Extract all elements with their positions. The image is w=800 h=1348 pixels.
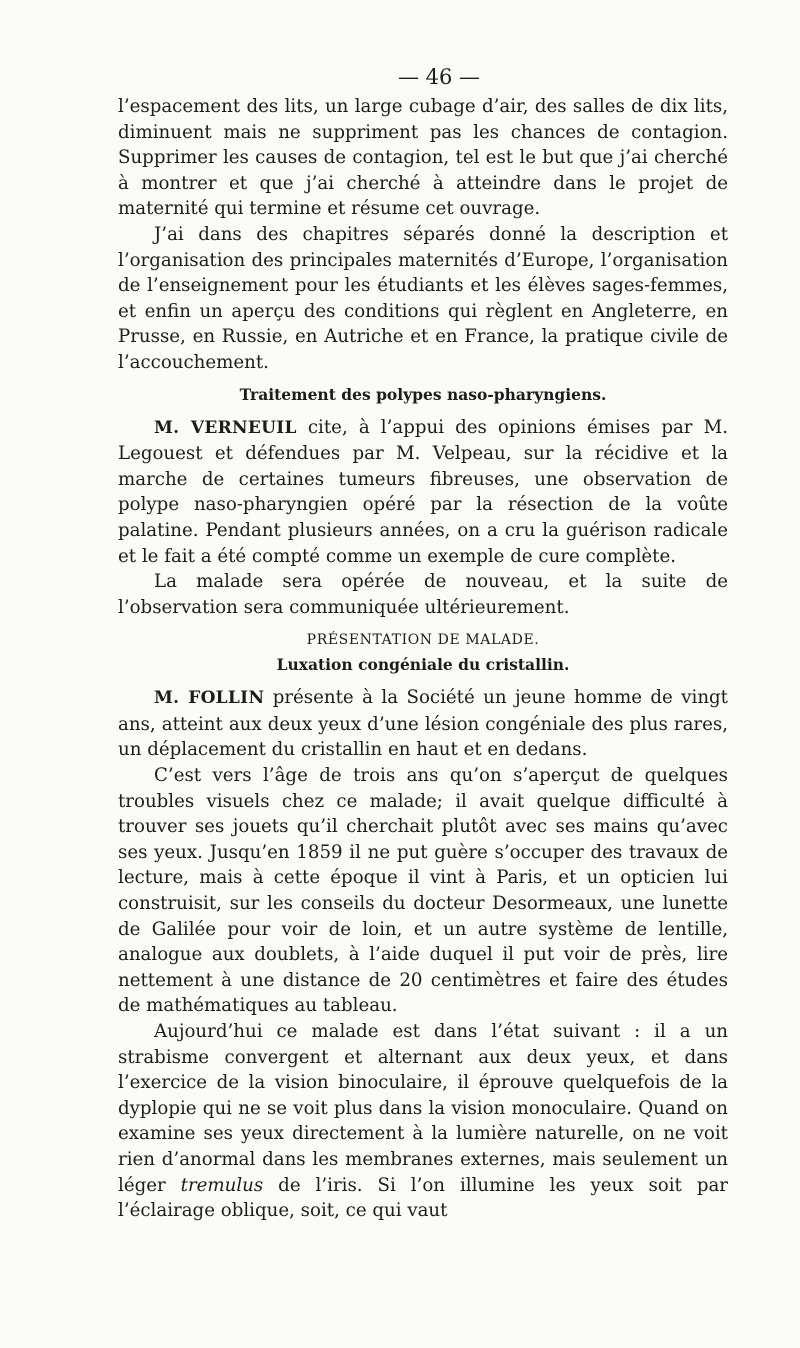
speaker-follin: M. FOLLIN: [154, 688, 265, 709]
paragraph-follin-text: présente à la Société un jeune homme de vingt ans, atteint aux deux yeux d’une lésion congéniale des plus rares, un déplacement du cristallin en haut et en dedans.: [118, 687, 728, 761]
paragraph-maternites: J’ai dans des chapitres séparés donné la description et l’organisation des principales maternités d’Europe, l’organisation de l’enseignement pour les étudiants et les élèves sages-femmes, et enfin un aperçu des conditions qui règlent en Angleterre, en Prusse, en Russie, en Autriche et en France, la pratique civile de l’accouchement.: [118, 223, 728, 373]
paragraph-verneuil: [118, 415, 728, 570]
heading-luxation: Luxation congéniale du cristallin.: [276, 655, 570, 675]
heading-polypes: Traitement des polypes naso-pharyngiens.: [239, 384, 607, 404]
speaker-verneuil: M. VERNEUIL: [154, 417, 297, 438]
paragraph-verneuil-text: cite, à l’appui des opinions émises par M. Legouest et défendues par M. Velpeau, sur la récidive et la marche de certaines tumeurs fibreuses, une observation de polype naso-pharyngien opéré par la résection de la voûte palatine. Pendant plusieurs années, on a cru la guérison radicale et le fait a été compté comme un exemple de cure complète.: [118, 416, 728, 567]
paragraph-follin: [118, 685, 728, 763]
paragraph-etat-text-1: Aujourd’hui ce malade est dans l’état suivant : il a un strabisme convergent et alternant aux deux yeux, et dans l’exercice de la vision binoculaire, il éprouve quelquefois de la dyplopie qui ne se voit plus dans la vision monoculaire. Quand on examine ses yeux directement à la lumière naturelle, on ne voit rien d’anormal dans les membranes externes, mais seulement un léger: [118, 1021, 728, 1196]
paragraph-etat-text-2: de l’iris. Si l’on illumine les yeux soit par l’éclairage oblique, soit, ce qui vaut: [118, 1174, 728, 1222]
heading-presentation-malade: PRÉSENTATION DE MALADE.: [306, 632, 540, 649]
paragraph-contagion: l’espacement des lits, un large cubage d’air, des salles de dix lits, diminuent mais ne suppriment pas les chances de contagion. Supprimer les causes de contagion, tel est le but que j’ai cherché à montrer et que j’ai cherché à atteindre dans le projet de maternité qui termine et résume cet ouvrage.: [118, 96, 728, 220]
book-page: [118, 60, 728, 1224]
term-tremulus: tremulus: [180, 1174, 264, 1196]
paragraph-malade-operee: La malade sera opérée de nouveau, et la suite de l’observation sera communiquée ultérieurement.: [118, 571, 728, 618]
page-number: — 46 —: [397, 65, 481, 89]
paragraph-age-trois-ans: C’est vers l’âge de trois ans qu’on s’aperçut de quelques troubles visuels chez ce malade; il avait quelque difficulté à trouver ses jouets qu’il cherchait plutôt avec ses mains qu’avec ses yeux. Jusqu’en 1859 il ne put guère s’occuper des travaux de lecture, mais à cette époque il vint à Paris, et un opticien lui construisit, sur les conseils du docteur Desormeaux, une lunette de Galilée pour voir de loin, et un autre système de lentille, analogue aux doublets, à l’aide duquel il put voir de près, lire nettement à une distance de 20 centimètres et faire des études de mathématiques au tableau.: [118, 765, 728, 1017]
paragraph-etat-suivant: [118, 1019, 728, 1224]
